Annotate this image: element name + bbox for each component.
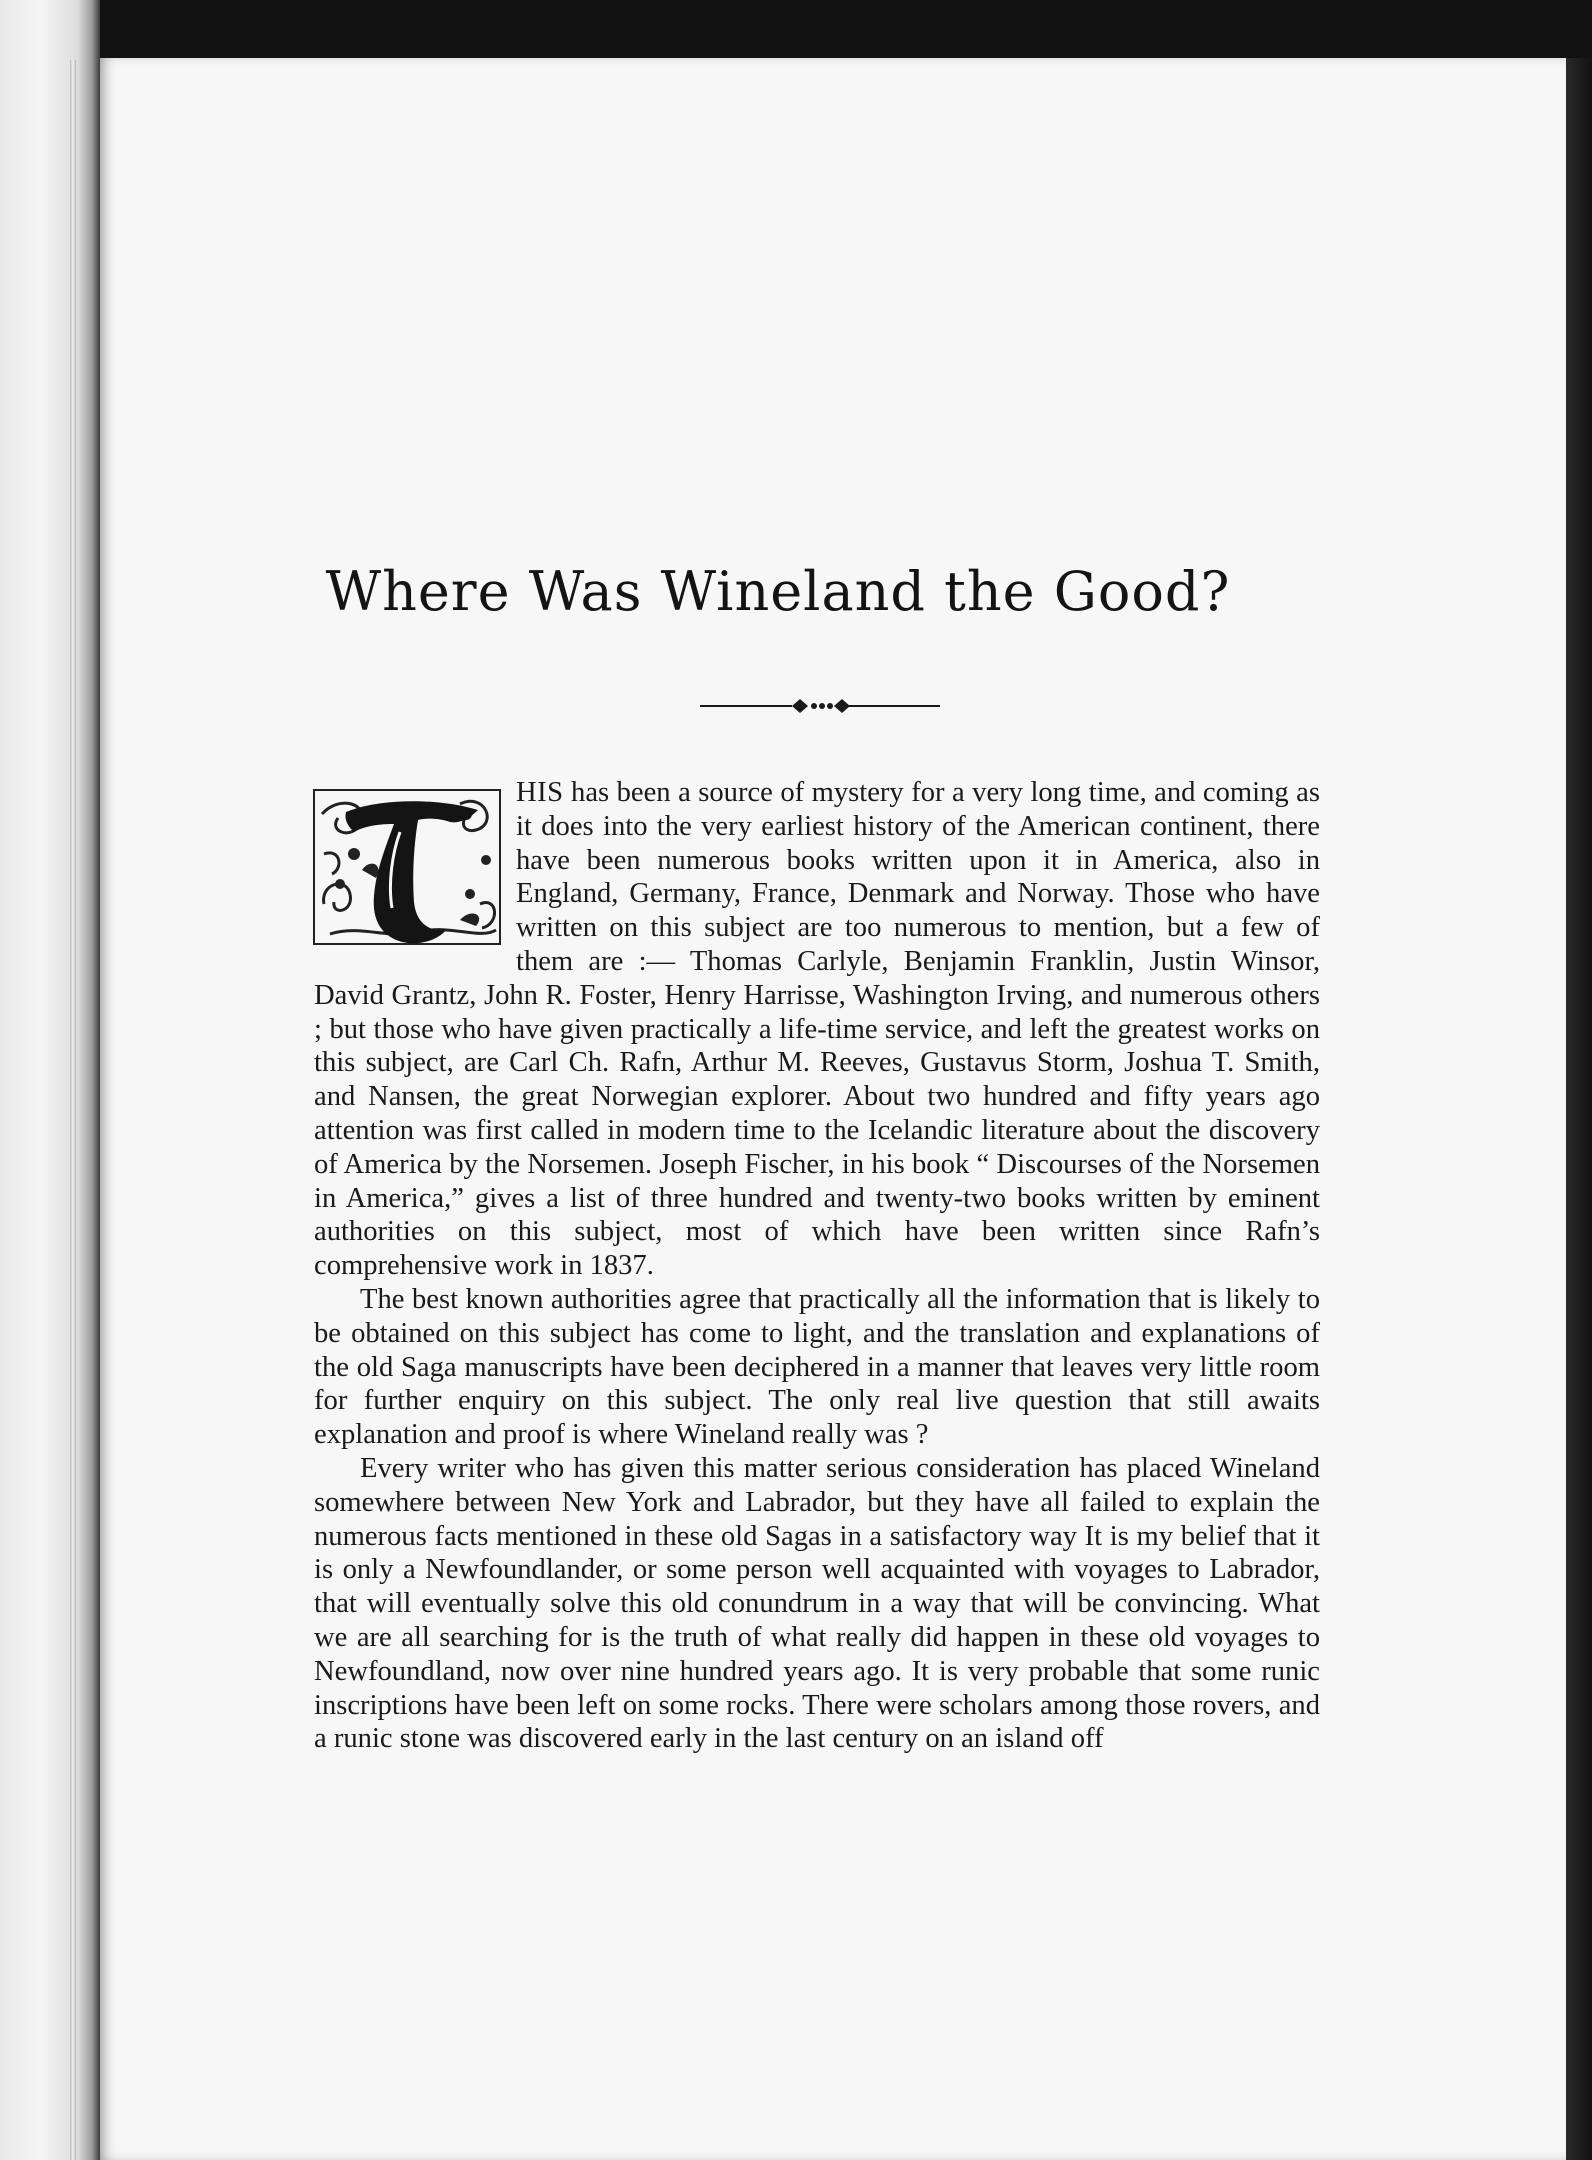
paragraph-1 [314,776,1320,1283]
paragraph-2: The best known authorities agree that practically all the information that is likely to be obtained on this subject has come to light, and the translation and explanations of the old Saga manuscripts have been deciphered in a manner that leaves very little room for further enquiry on this subject. The only real live question that still awaits explanation and proof is where Wineland really was ? [314,1283,1320,1451]
page-right-edge [1566,58,1592,2160]
paragraph-3: Every writer who has given this matter serious consideration has placed Wineland somewhere between New York and Labrador, but they have all failed to explain the numerous facts mentioned in these old Sagas in a satisfactory way It is my belief that it is only a Newfoundlander, or some person well acquainted with voyages to Labrador, that will eventually solve this old conundrum in a way that will be convincing. What we are all searching for is the truth of what really did happen in these old voyages to Newfoundland, now over nine hundred years ago. It is very probable that some runic inscriptions have been left on some rocks. There were scholars among those rovers, and a runic stone was discovered early in the last century on an island off [314,1452,1320,1755]
title-ornament-divider [700,694,940,718]
spine-edge [70,60,76,2160]
decorative-dropcap-t [310,784,504,950]
first-paragraph-lead: HIS [516,777,564,808]
article-body [314,776,1320,1756]
book-spine [0,0,100,2160]
first-paragraph-text: has been a source of mystery for a very long time, and coming as it does into the very earliest history of the American continent, there have been numerous books written upon it in America, also in England, Germany, France, Denmark and Norway. Those who have written on this subject are too numerous to mention, but a few of them are :— Thomas Carlyle, Benjamin Franklin, Justin Winsor, David Grantz, John R. Foster, Henry Harrisse, Washington Irving, and numerous others ; but those who have given practically a life-time service, and left the greatest works on this subject, are Carl Ch. Rafn, Arthur M. Reeves, Gustavus Storm, Joshua T. Smith, and Nansen, the great Norwegian explorer. About two hundred and fifty years ago attention was first called in modern time to the Icelandic literature about the discovery of America by the Norsemen. Joseph Fischer, in his book “ Discourses of the Norsemen in America,” gives a list of three hundred and twenty-two books written by eminent authorities on this subject, most of which have been written since Rafn’s comprehensive work in 1837. [314,777,1320,1282]
page-title: Where Was Wineland the Good? [325,560,1231,623]
